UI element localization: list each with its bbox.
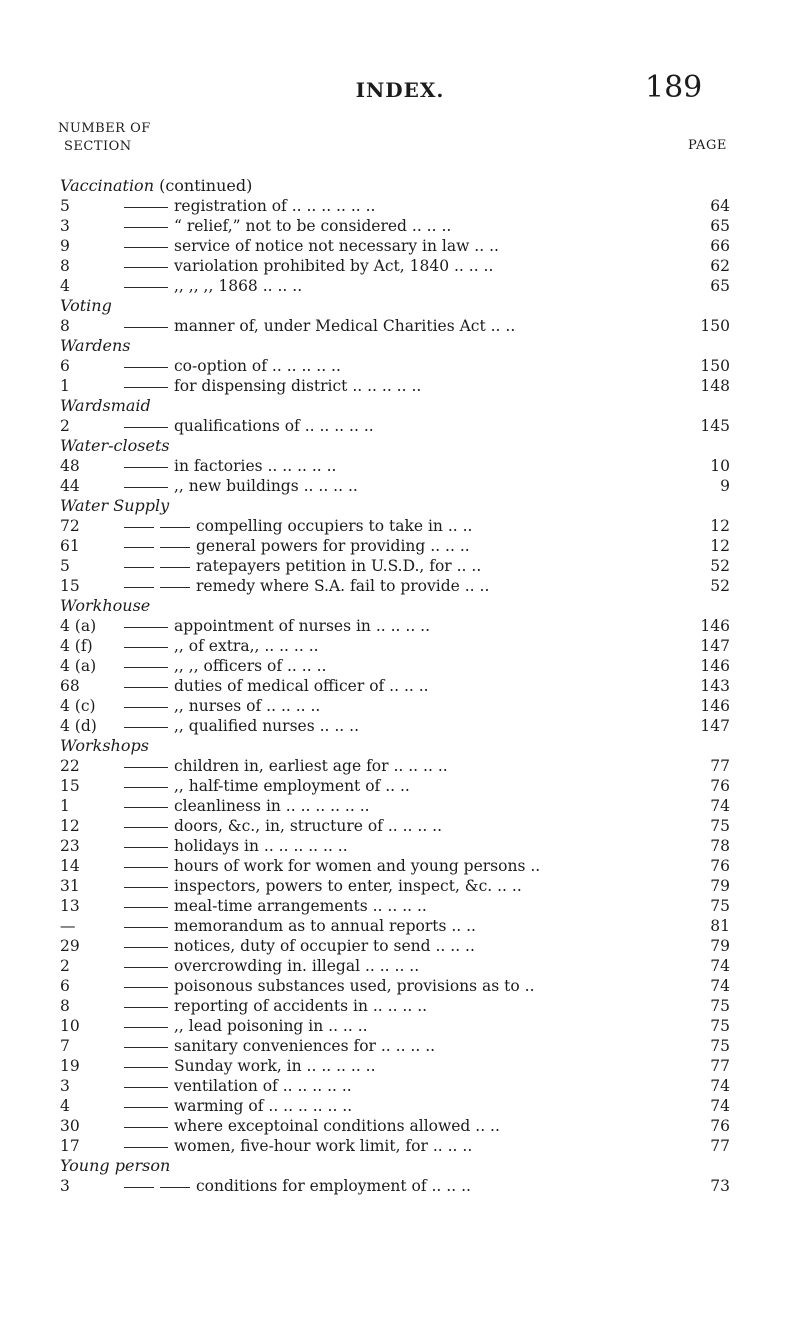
section-number: —: [60, 917, 76, 935]
page-ref: 73: [710, 1177, 730, 1195]
entry-text: ,, new buildings .. .. .. ..: [174, 477, 358, 495]
section-number: 1: [60, 797, 70, 815]
page-ref: 146: [700, 657, 730, 675]
page-ref: 52: [710, 557, 730, 575]
entry-text-wrap: [124, 916, 476, 936]
section-number: 10: [60, 1017, 80, 1035]
ditto-dash: [124, 947, 168, 948]
entry-text: conditions for employment of .. .. ..: [196, 1177, 471, 1195]
page-ref: 76: [710, 1117, 730, 1135]
section-number: 4 (a): [60, 657, 97, 675]
section-number: 3: [60, 1077, 70, 1095]
ditto-dash: [124, 487, 168, 488]
entry-text: appointment of nurses in .. .. .. ..: [174, 617, 431, 635]
index-entry: [0, 1136, 800, 1156]
entry-text: holidays in .. .. .. .. .. ..: [174, 837, 348, 855]
page-ref: 146: [700, 617, 730, 635]
index-entry: [0, 676, 800, 696]
page-ref: 78: [710, 837, 730, 855]
page-ref: 146: [700, 697, 730, 715]
index-entry: [0, 796, 800, 816]
entry-text-wrap: [124, 656, 326, 676]
page-ref: 74: [710, 797, 730, 815]
entry-text: ,, nurses of .. .. .. ..: [174, 697, 321, 715]
ditto-dash: [124, 547, 154, 548]
entry-text-wrap: [124, 556, 481, 576]
section-number: 17: [60, 1137, 80, 1155]
ditto-dash: [160, 527, 190, 528]
ditto-dash: [124, 427, 168, 428]
entry-text: duties of medical officer of .. .. ..: [174, 677, 429, 695]
entry-text-wrap: [124, 716, 359, 736]
page-ref: 75: [710, 1017, 730, 1035]
page-ref: 143: [700, 677, 730, 695]
ditto-dash: [124, 967, 168, 968]
index-entries: [0, 176, 800, 1196]
entry-text-wrap: [124, 876, 522, 896]
section-heading: [0, 396, 800, 416]
section-column-header-line2: SECTION: [64, 139, 132, 154]
entry-text-wrap: [124, 1056, 376, 1076]
ditto-dash: [160, 547, 190, 548]
ditto-dash: [124, 907, 168, 908]
section-heading-label: Wardsmaid: [60, 396, 151, 415]
entry-text-wrap: [124, 796, 370, 816]
index-entry: [0, 1056, 800, 1076]
ditto-dash: [124, 707, 168, 708]
entry-text: cleanliness in .. .. .. .. .. ..: [174, 797, 370, 815]
section-number: 30: [60, 1117, 80, 1135]
section-number: 8: [60, 257, 70, 275]
ditto-dash: [124, 667, 168, 668]
entry-text: registration of .. .. .. .. .. ..: [174, 197, 376, 215]
entry-text: variolation prohibited by Act, 1840 .. .. ..: [174, 257, 494, 275]
section-number: 68: [60, 677, 80, 695]
page-ref: 62: [710, 257, 730, 275]
section-number: 23: [60, 837, 80, 855]
entry-text-wrap: [124, 1096, 352, 1116]
page-ref: 77: [710, 1137, 730, 1155]
index-entry: [0, 956, 800, 976]
page-ref: 77: [710, 1057, 730, 1075]
section-number: 15: [60, 577, 80, 595]
section-heading: [0, 736, 800, 756]
entry-text: sanitary conveniences for .. .. .. ..: [174, 1037, 436, 1055]
section-number: 19: [60, 1057, 80, 1075]
section-number: 6: [60, 977, 70, 995]
section-heading: [0, 336, 800, 356]
index-entry: [0, 836, 800, 856]
section-number: 3: [60, 1177, 70, 1195]
entry-text-wrap: [124, 356, 341, 376]
index-entry: [0, 1116, 800, 1136]
section-number: 13: [60, 897, 80, 915]
page-ref: 9: [720, 477, 730, 495]
entry-text-wrap: [124, 1076, 352, 1096]
page-ref: 81: [710, 917, 730, 935]
ditto-dash: [124, 807, 168, 808]
index-entry: [0, 876, 800, 896]
page-ref: 79: [710, 937, 730, 955]
ditto-dash: [124, 567, 154, 568]
entry-text: ,, ,, officers of .. .. ..: [174, 657, 327, 675]
entry-text-wrap: [124, 936, 475, 956]
ditto-dash: [124, 1187, 154, 1188]
entry-text-wrap: [124, 836, 348, 856]
entry-text: hours of work for women and young persons ..: [174, 857, 541, 875]
index-entry: [0, 316, 800, 336]
page-ref: 74: [710, 977, 730, 995]
section-number: 4 (c): [60, 697, 96, 715]
ditto-dash: [124, 207, 168, 208]
entry-text-wrap: [124, 456, 337, 476]
index-entry: [0, 416, 800, 436]
page-ref: 74: [710, 957, 730, 975]
page-ref: 75: [710, 817, 730, 835]
index-entry: [0, 856, 800, 876]
page-ref: 74: [710, 1077, 730, 1095]
page-ref: 147: [700, 637, 730, 655]
section-number: 72: [60, 517, 80, 535]
entry-text-wrap: [124, 196, 375, 216]
index-entry: [0, 716, 800, 736]
page-ref: 77: [710, 757, 730, 775]
ditto-dash: [124, 927, 168, 928]
section-heading: [0, 496, 800, 516]
ditto-dash: [160, 587, 190, 588]
entry-text: compelling occupiers to take in .. ..: [196, 517, 473, 535]
ditto-dash: [124, 387, 168, 388]
section-heading-label: Voting: [60, 296, 112, 315]
entry-text: in factories .. .. .. .. ..: [174, 457, 337, 475]
section-heading-label: Water Supply: [60, 496, 170, 515]
page-ref: 10: [710, 457, 730, 475]
ditto-dash: [124, 1147, 168, 1148]
index-entry: [0, 556, 800, 576]
entry-text-wrap: [124, 1036, 435, 1056]
entry-text-wrap: [124, 636, 319, 656]
index-entry: [0, 996, 800, 1016]
page-ref: 145: [700, 417, 730, 435]
ditto-dash: [124, 247, 168, 248]
entry-text: ,, of extra,, .. .. .. ..: [174, 637, 319, 655]
page-column-header: PAGE: [688, 138, 727, 153]
entry-text-wrap: [124, 616, 430, 636]
page-ref: 79: [710, 877, 730, 895]
index-entry: [0, 536, 800, 556]
ditto-dash: [124, 727, 168, 728]
index-entry: [0, 1096, 800, 1116]
page-ref: 75: [710, 1037, 730, 1055]
entry-text: ratepayers petition in U.S.D., for .. ..: [196, 557, 482, 575]
index-entry: [0, 756, 800, 776]
page-ref: 76: [710, 857, 730, 875]
section-number: 3: [60, 217, 70, 235]
section-heading-label: Water-closets: [60, 436, 170, 455]
entry-text: children in, earliest age for .. .. .. ..: [174, 757, 448, 775]
entry-text-wrap: [124, 1136, 472, 1156]
section-heading-label: Young person: [60, 1156, 171, 1175]
section-number: 5: [60, 557, 70, 575]
entry-text-wrap: [124, 996, 427, 1016]
page-ref: 12: [710, 537, 730, 555]
entry-text-wrap: [124, 1016, 368, 1036]
entry-text: remedy where S.A. fail to provide .. ..: [196, 577, 490, 595]
ditto-dash: [124, 527, 154, 528]
entry-text-wrap: [124, 276, 302, 296]
page-ref: 150: [700, 317, 730, 335]
entry-text: doors, &c., in, structure of .. .. .. ..: [174, 817, 443, 835]
entry-text: qualifications of .. .. .. .. ..: [174, 417, 374, 435]
entry-text-wrap: [124, 756, 448, 776]
entry-text: ,, qualified nurses .. .. ..: [174, 717, 360, 735]
ditto-dash: [124, 367, 168, 368]
index-entry: [0, 936, 800, 956]
section-number: 9: [60, 237, 70, 255]
section-column-header-line1: NUMBER OF: [58, 121, 151, 136]
page-ref: 66: [710, 237, 730, 255]
ditto-dash: [124, 787, 168, 788]
index-entry: [0, 456, 800, 476]
section-number: 61: [60, 537, 80, 555]
ditto-dash: [124, 287, 168, 288]
entry-text: notices, duty of occupier to send .. .. ..: [174, 937, 475, 955]
ditto-dash: [124, 1067, 168, 1068]
page-ref: 147: [700, 717, 730, 735]
ditto-dash: [124, 227, 168, 228]
page-number: 189: [645, 70, 703, 105]
index-entry: [0, 1076, 800, 1096]
section-heading: [0, 176, 800, 196]
page-ref: 76: [710, 777, 730, 795]
entry-text: where exceptoinal conditions allowed .. ..: [174, 1117, 500, 1135]
index-entry: [0, 196, 800, 216]
entry-text-wrap: [124, 376, 421, 396]
index-entry: [0, 776, 800, 796]
index-entry: [0, 236, 800, 256]
index-entry: [0, 616, 800, 636]
ditto-dash: [124, 987, 168, 988]
section-number: 2: [60, 417, 70, 435]
section-number: 4: [60, 277, 70, 295]
page-title: INDEX.: [355, 78, 445, 102]
entry-text: inspectors, powers to enter, inspect, &c. .. ..: [174, 877, 522, 895]
ditto-dash: [124, 867, 168, 868]
section-number: 4: [60, 1097, 70, 1115]
index-entry: [0, 816, 800, 836]
ditto-dash: [124, 767, 168, 768]
section-number: 29: [60, 937, 80, 955]
index-entry: [0, 516, 800, 536]
entry-text-wrap: [124, 536, 470, 556]
section-number: 31: [60, 877, 80, 895]
ditto-dash: [124, 587, 154, 588]
entry-text-wrap: [124, 896, 427, 916]
index-entry: [0, 356, 800, 376]
entry-text: Sunday work, in .. .. .. .. ..: [174, 1057, 376, 1075]
ditto-dash: [124, 687, 168, 688]
entry-text-wrap: [124, 476, 358, 496]
ditto-dash: [124, 847, 168, 848]
entry-text-wrap: [124, 416, 374, 436]
entry-text-wrap: [124, 256, 493, 276]
index-entry: [0, 1176, 800, 1196]
section-number: 4 (f): [60, 637, 93, 655]
section-heading-label: Wardens: [60, 336, 131, 355]
page-ref: 64: [710, 197, 730, 215]
entry-text-wrap: [124, 696, 320, 716]
index-entry: [0, 696, 800, 716]
index-entry: [0, 976, 800, 996]
entry-text: ventilation of .. .. .. .. ..: [174, 1077, 352, 1095]
entry-text-wrap: [124, 1176, 471, 1196]
section-number: 14: [60, 857, 80, 875]
entry-text: overcrowding in. illegal .. .. .. ..: [174, 957, 420, 975]
entry-text-wrap: [124, 816, 442, 836]
index-entry: [0, 656, 800, 676]
index-entry: [0, 636, 800, 656]
ditto-dash: [124, 1127, 168, 1128]
page-ref: 65: [710, 277, 730, 295]
ditto-dash: [124, 467, 168, 468]
entry-text: warming of .. .. .. .. .. ..: [174, 1097, 353, 1115]
page-ref: 52: [710, 577, 730, 595]
ditto-dash: [160, 567, 190, 568]
section-heading-label: Vaccination: [60, 176, 154, 195]
entry-text: meal-time arrangements .. .. .. ..: [174, 897, 427, 915]
entry-text-wrap: [124, 236, 499, 256]
section-number: 8: [60, 317, 70, 335]
section-number: 5: [60, 197, 70, 215]
ditto-dash: [124, 647, 168, 648]
entry-text-wrap: [124, 676, 429, 696]
section-heading-label: Workshops: [60, 736, 149, 755]
section-number: 1: [60, 377, 70, 395]
section-number: 22: [60, 757, 80, 775]
entry-text: women, five-hour work limit, for .. .. ..: [174, 1137, 473, 1155]
ditto-dash: [124, 1007, 168, 1008]
page-ref: 65: [710, 217, 730, 235]
section-number: 48: [60, 457, 80, 475]
entry-text: ,, half-time employment of .. ..: [174, 777, 410, 795]
index-entry: [0, 1016, 800, 1036]
entry-text: service of notice not necessary in law .. ..: [174, 237, 499, 255]
index-entry: [0, 916, 800, 936]
index-entry: [0, 576, 800, 596]
entry-text: for dispensing district .. .. .. .. ..: [174, 377, 422, 395]
section-heading: [0, 296, 800, 316]
section-number: 15: [60, 777, 80, 795]
section-number: 4 (d): [60, 717, 97, 735]
section-heading-suffix: (continued): [154, 176, 253, 195]
index-entry: [0, 216, 800, 236]
ditto-dash: [124, 627, 168, 628]
entry-text-wrap: [124, 216, 451, 236]
entry-text-wrap: [124, 956, 419, 976]
page-ref: 148: [700, 377, 730, 395]
page-ref: 150: [700, 357, 730, 375]
section-number: 6: [60, 357, 70, 375]
ditto-dash: [124, 1027, 168, 1028]
entry-text-wrap: [124, 576, 489, 596]
index-entry: [0, 376, 800, 396]
entry-text: ,, lead poisoning in .. .. ..: [174, 1017, 368, 1035]
entry-text-wrap: [124, 976, 535, 996]
entry-text: reporting of accidents in .. .. .. ..: [174, 997, 428, 1015]
section-column-header: [58, 120, 151, 156]
entry-text: manner of, under Medical Charities Act .. ..: [174, 317, 516, 335]
index-entry: [0, 476, 800, 496]
entry-text: co-option of .. .. .. .. ..: [174, 357, 341, 375]
index-entry: [0, 896, 800, 916]
section-number: 7: [60, 1037, 70, 1055]
page-ref: 75: [710, 997, 730, 1015]
ditto-dash: [124, 827, 168, 828]
entry-text: memorandum as to annual reports .. ..: [174, 917, 476, 935]
section-heading: [0, 596, 800, 616]
entry-text-wrap: [124, 856, 540, 876]
section-number: 2: [60, 957, 70, 975]
ditto-dash: [124, 327, 168, 328]
section-number: 4 (a): [60, 617, 97, 635]
entry-text-wrap: [124, 316, 515, 336]
entry-text-wrap: [124, 776, 410, 796]
entry-text-wrap: [124, 1116, 500, 1136]
section-number: 44: [60, 477, 80, 495]
page-ref: 12: [710, 517, 730, 535]
section-heading-label: Workhouse: [60, 596, 151, 615]
section-heading: [0, 1156, 800, 1176]
section-number: 12: [60, 817, 80, 835]
entry-text: “ relief,” not to be considered .. .. ..: [174, 217, 452, 235]
entry-text-wrap: [124, 516, 472, 536]
entry-text: general powers for providing .. .. ..: [196, 537, 470, 555]
ditto-dash: [124, 887, 168, 888]
page-ref: 75: [710, 897, 730, 915]
section-number: 8: [60, 997, 70, 1015]
section-heading: [0, 436, 800, 456]
ditto-dash: [124, 1107, 168, 1108]
ditto-dash: [124, 1047, 168, 1048]
index-entry: [0, 1036, 800, 1056]
ditto-dash: [124, 1087, 168, 1088]
entry-text: ,, ,, ,, 1868 .. .. ..: [174, 277, 303, 295]
ditto-dash: [124, 267, 168, 268]
ditto-dash: [160, 1187, 190, 1188]
page-ref: 74: [710, 1097, 730, 1115]
index-entry: [0, 256, 800, 276]
entry-text: poisonous substances used, provisions as to ..: [174, 977, 535, 995]
index-entry: [0, 276, 800, 296]
